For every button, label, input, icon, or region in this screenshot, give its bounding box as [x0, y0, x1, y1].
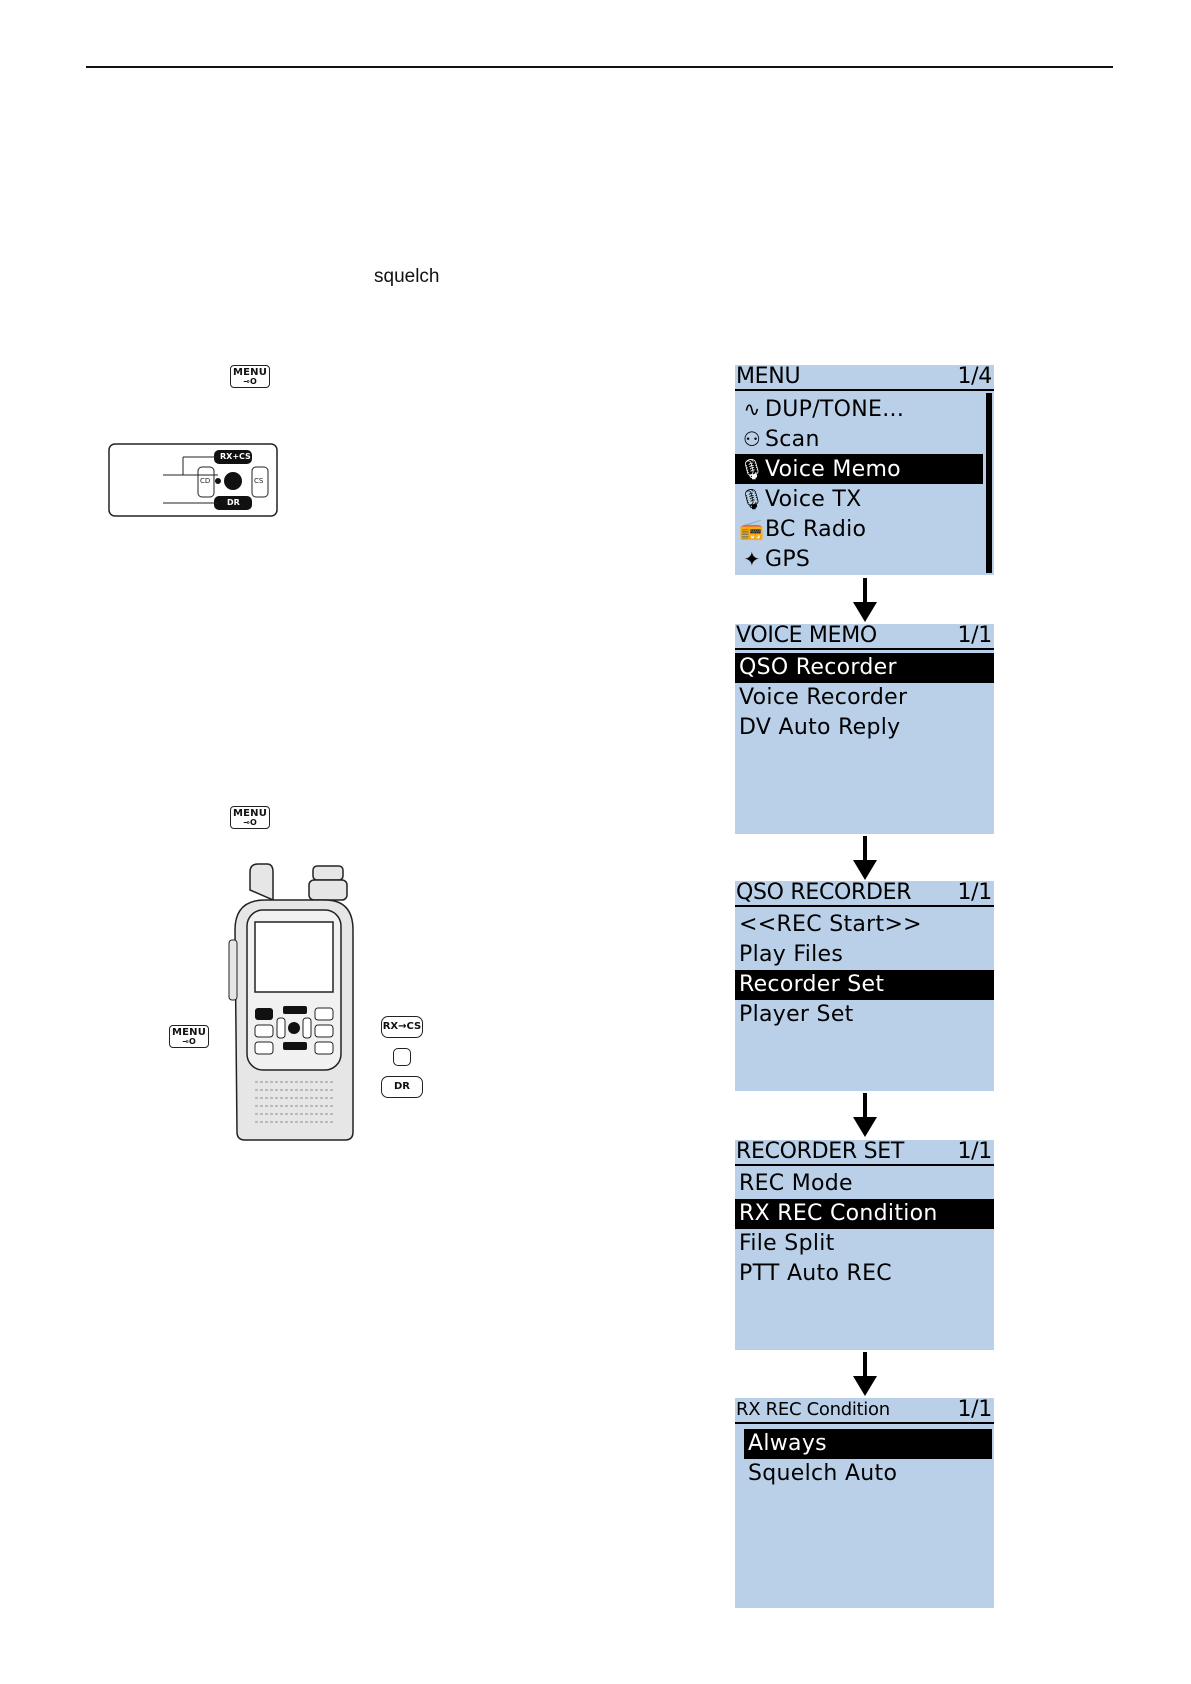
menu-item-voice-recorder[interactable]: Voice Recorder — [739, 685, 908, 710]
screen-title: MENU — [736, 365, 801, 389]
menu-item-scan[interactable] — [735, 424, 983, 454]
lcd-header — [735, 1140, 994, 1166]
keypad-diagram — [108, 443, 278, 517]
menu-list — [735, 1166, 994, 1289]
down-arrow-icon — [851, 1352, 879, 1396]
screen-title: VOICE MEMO — [736, 624, 877, 648]
microphone-icon: 🎙 — [739, 457, 765, 481]
dr-key-label: DR — [393, 1081, 410, 1092]
small-cd-label: CD — [200, 477, 211, 485]
menu-item-qso-recorder[interactable]: QSO Recorder — [735, 653, 994, 683]
menu-item-dup-tone[interactable] — [735, 394, 983, 424]
menu-key-sub-3: ⊸O — [182, 1037, 196, 1046]
menu-list — [735, 650, 994, 743]
menu-item-label: Voice Memo — [765, 457, 901, 482]
rx-cs-key-icon — [381, 1016, 423, 1038]
lcd-header — [735, 624, 994, 650]
small-rxcs-label: RX+CS — [220, 452, 251, 461]
squelch-text: squelch — [374, 266, 440, 287]
microphone-tx-icon: 🎙 — [739, 487, 765, 511]
keypad-diagram-graphic — [108, 443, 278, 517]
menu-item-voice-memo[interactable] — [735, 454, 983, 484]
screen-page: 1/1 — [957, 881, 992, 905]
down-arrow-icon — [851, 836, 879, 880]
menu-key-sub-2: ⊸O — [243, 818, 257, 827]
center-key-icon — [393, 1048, 411, 1066]
menu-item-recorder-set[interactable]: Recorder Set — [735, 970, 994, 1000]
menu-key-sub: ⊸O — [243, 377, 257, 386]
small-dr-label: DR — [227, 498, 240, 507]
menu-list — [735, 907, 994, 1030]
down-arrow-icon — [851, 1093, 879, 1137]
header-rule — [86, 66, 1113, 68]
lcd-header — [735, 365, 994, 391]
satellite-icon: ✦ — [743, 547, 761, 571]
menu-item-voice-tx[interactable] — [735, 484, 983, 514]
menu-item-label: Voice TX — [765, 487, 862, 512]
menu-item-play-files[interactable]: Play Files — [739, 942, 844, 967]
menu-item-dv-auto-reply[interactable]: DV Auto Reply — [739, 715, 901, 740]
menu-item-rec-mode[interactable]: REC Mode — [739, 1171, 853, 1196]
menu-item-player-set[interactable]: Player Set — [739, 1002, 854, 1027]
dr-key-icon — [381, 1076, 423, 1098]
menu-item-label: GPS — [765, 547, 811, 572]
lcd-recorder-set-screen — [735, 1140, 994, 1350]
screen-title: RECORDER SET — [736, 1140, 904, 1164]
menu-item-label: DUP/TONE... — [765, 397, 905, 422]
menu-list — [735, 391, 983, 574]
lcd-voice-memo-screen — [735, 624, 994, 834]
menu-key-label-2: MENU — [232, 808, 268, 819]
lcd-menu-screen — [735, 365, 994, 575]
rx-cs-key-label: RX→CS — [382, 1021, 422, 1032]
scrollbar[interactable] — [986, 393, 992, 573]
lcd-qso-recorder-screen — [735, 881, 994, 1091]
menu-item-bc-radio[interactable] — [735, 514, 983, 544]
radio-icon: 📻 — [739, 517, 765, 541]
menu-item-rx-rec-condition[interactable]: RX REC Condition — [735, 1199, 994, 1229]
menu-key-label-3: MENU — [171, 1027, 207, 1038]
menu-item-file-split[interactable]: File Split — [739, 1231, 835, 1256]
menu-key-icon-2 — [230, 806, 270, 829]
option-always[interactable]: Always — [744, 1429, 992, 1459]
screen-title: RX REC Condition — [736, 1399, 890, 1420]
screen-page: 1/1 — [957, 624, 992, 648]
radio-illustration — [225, 860, 365, 1142]
lcd-header — [735, 1398, 994, 1424]
lcd-header — [735, 881, 994, 907]
menu-key-icon-3 — [169, 1025, 209, 1048]
small-cs-label: CS — [254, 477, 264, 485]
screen-page: 1/4 — [957, 365, 992, 389]
menu-key-label: MENU — [232, 367, 268, 378]
menu-item-gps[interactable] — [735, 544, 983, 574]
screen-page: 1/1 — [957, 1140, 992, 1164]
down-arrow-icon — [851, 578, 879, 622]
dup-tone-icon: ∿ — [743, 397, 761, 421]
menu-item-ptt-auto-rec[interactable]: PTT Auto REC — [739, 1261, 892, 1286]
screen-page: 1/1 — [957, 1398, 992, 1422]
menu-key-icon — [230, 365, 270, 388]
menu-item-rec-start[interactable]: <<REC Start>> — [739, 912, 922, 937]
menu-item-label: BC Radio — [765, 517, 867, 542]
option-list — [735, 1424, 994, 1489]
binoculars-icon: ⚇ — [742, 427, 762, 451]
option-squelch-auto[interactable]: Squelch Auto — [748, 1461, 898, 1486]
menu-item-label: Scan — [765, 427, 820, 452]
screen-title: QSO RECORDER — [736, 881, 912, 905]
lcd-rx-rec-condition-screen — [735, 1398, 994, 1608]
